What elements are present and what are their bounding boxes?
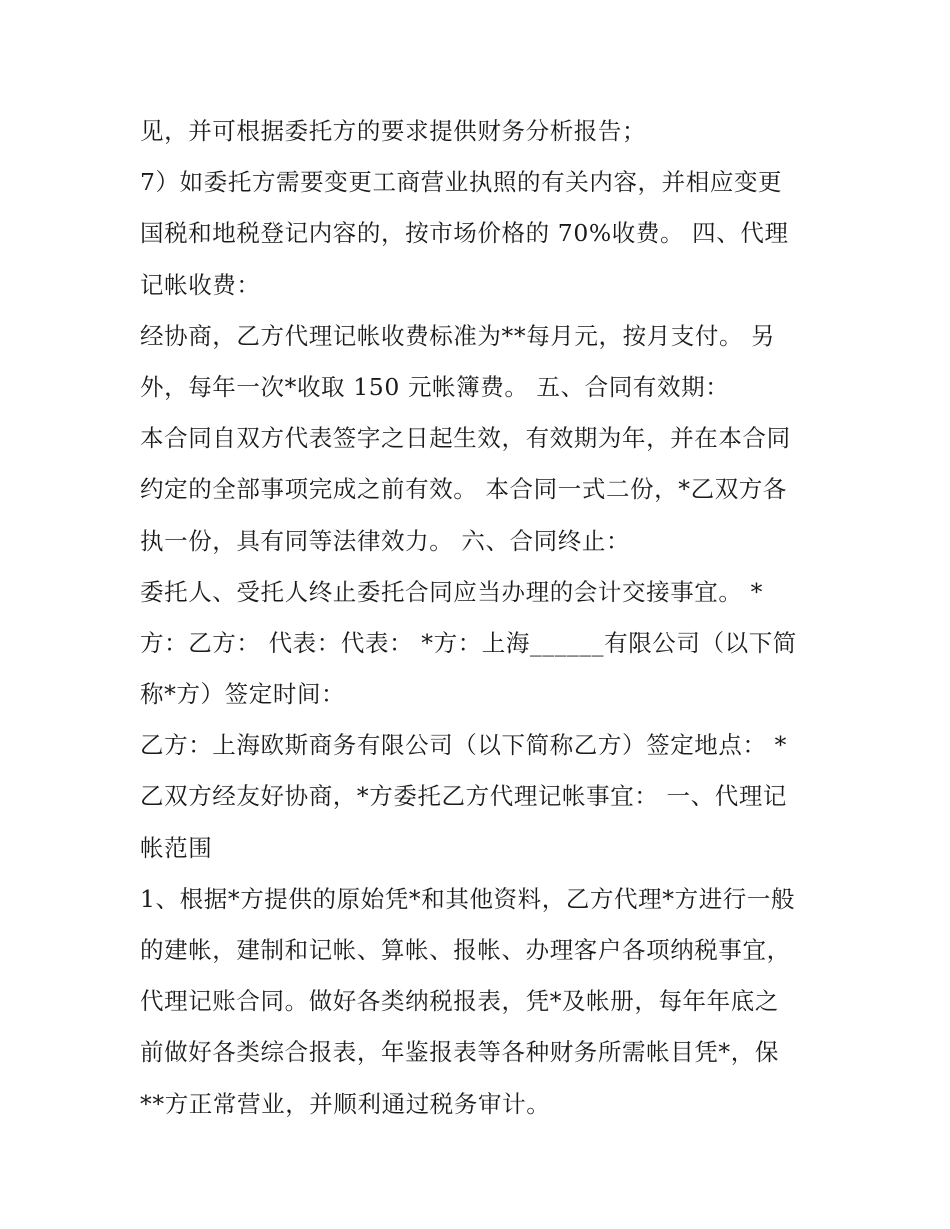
text-line: 经协商，乙方代理记帐收费标准为**每月元，按月支付。 另 — [140, 321, 776, 350]
text-line: 的建帐，建制和记帐、算帐、报帐、办理客户各项纳税事宜， — [140, 936, 791, 964]
text-line: 乙方：上海欧斯商务有限公司（以下简称乙方）签定地点： * — [140, 731, 788, 760]
text-line: 外，每年一次*收取 150 元帐簿费。 五、合同有效期： — [140, 372, 730, 401]
text-line: 方：乙方： 代表：代表： *方：上海______有限公司（以下简 — [140, 628, 797, 657]
text-line: **方正常营业，并顺利通过税务审计。 — [140, 1089, 551, 1118]
text-line: 记帐收费： — [140, 270, 261, 299]
text-line: 称*方）签定时间： — [140, 680, 346, 709]
text-line: 委托人、受托人终止委托合同应当办理的会计交接事宜。 * — [140, 577, 763, 606]
text-line: 约定的全部事项完成之前有效。 本合同一式二份，*乙双方各 — [140, 475, 788, 504]
text-line: 代理记账合同。做好各类纳税报表，凭*及帐册，每年年底之 — [140, 987, 779, 1016]
text-line: 前做好各类综合报表，年鉴报表等各种财务所需帐目凭*，保 — [140, 1038, 779, 1067]
text-line: 1、根据*方提供的原始凭*和其他资料，乙方代理*方进行一般 — [140, 884, 796, 913]
document-body — [140, 106, 820, 1130]
text-line: 见，并可根据委托方的要求提供财务分析报告； — [140, 117, 647, 145]
text-line: 国税和地税登记内容的，按市场价格的 70%收费。 四、代理 — [140, 219, 789, 248]
text-line: 执一份，具有同等法律效力。 六、合同终止： — [140, 526, 631, 555]
text-line: 本合同自双方代表签字之日起生效，有效期为年，并在本合同 — [140, 424, 791, 453]
text-line: 帐范围 — [140, 833, 213, 862]
text-line: 乙双方经友好协商，*方委托乙方代理记帐事宜： 一、代理记 — [140, 782, 788, 811]
text-line: 7）如委托方需要变更工商营业执照的有关内容，并相应变更 — [140, 168, 783, 197]
